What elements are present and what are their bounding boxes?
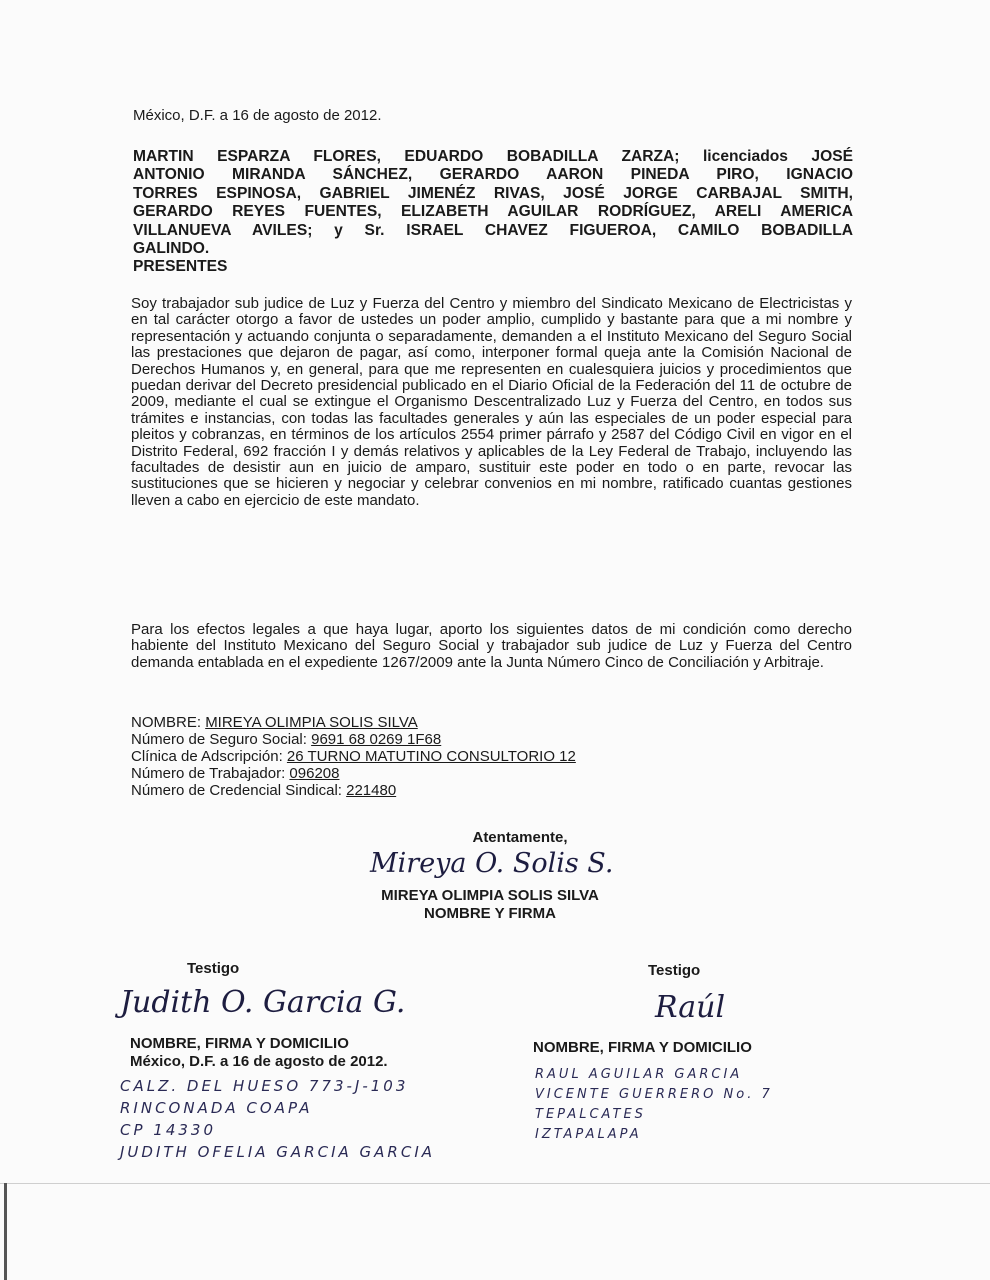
witness-left-signature: Judith O. Garcia G. — [120, 985, 406, 1020]
addressee-line: GALINDO. — [133, 240, 210, 258]
addressees — [133, 148, 853, 277]
addressee-line: GERARDO REYES FUENTES, ELIZABETH AGUILAR RODRÍGUEZ, ARELI AMERICA — [133, 203, 853, 221]
addressee-line: TORRES ESPINOSA, GABRIEL JIMENÉZ RIVAS, JOSÉ JORGE CARBAJAL SMITH, — [133, 184, 853, 202]
personal-data — [131, 714, 576, 799]
scan-edge-shadow — [4, 1183, 7, 1280]
field-name: NOMBRE: MIREYA OLIMPIA SOLIS SILVA — [131, 714, 418, 731]
body-paragraph-2: Para los efectos legales a que haya lugar, aporto los siguientes datos de mi condición como derecho habiente del Instituto Mexicano del Seguro Social y trabajador sub judice de Luz y Fuerza del Centro demanda entablada en el expediente 1267/2009 ante la Junta Número Cinco de Conciliación y Arbitraje. — [131, 621, 852, 671]
witness-left-title: Testigo — [187, 960, 240, 977]
field-social-security: Número de Seguro Social: 9691 68 0269 1F68 — [131, 731, 442, 748]
addressee-line: ANTONIO MIRANDA SÁNCHEZ, GERARDO AARON PINEDA PIRO, IGNACIO — [133, 166, 853, 184]
signer-name: MIREYA OLIMPIA SOLIS SILVA — [381, 887, 599, 904]
closing: Atentamente, — [472, 829, 568, 846]
body-paragraph-1: Soy trabajador sub judice de Luz y Fuerza del Centro y miembro del Sindicato Mexicano de Electricistas y en tal carácter otorgo a favor de ustedes un poder amplio, cumplido y bastante para que a mi nombre y representación y actuando conjunta o separadamente, demanden a el Instituto Mexicano del Seguro Social las prestaciones que dejaron de pagar, así como, interponer formal queja ante la Comisión Nacional de Derechos Humanos y, en general, para que me representen en cualesquiera juicios y procedimientos que puedan derivar del Decreto presidencial publicado en el Diario Oficial de la Federación del 11 de octubre de 2009, mediante el cual se extingue el Organismo Descentralizado Luz y Fuerza del Centro, en todos sus trámites e instancias, con todas las facultades generales y aún las especiales de un poder especial para pleitos y cobranzas, en términos de los artículos 2554 primer párrafo y 2587 del Código Civil en vigor en el Distrito Federal, 692 fracción I y demás relativos y aplicables de la Ley Federal de Trabajo, incluyendo las facultades de desistir aun en juicio de amparo, sustituir este poder en todo o en parte, revocar las sustituciones que se hicieren y negociar y celebrar convenios en mi nombre, ratificado cuantas gestiones lleven a cabo en ejercicio de este mandato. — [131, 295, 852, 509]
addressee-line: MARTIN ESPARZA FLORES, EDUARDO BOBADILLA ZARZA; licenciados JOSÉ — [133, 148, 853, 165]
witness-right-signature: Raúl — [655, 990, 726, 1025]
field-worker-number: Número de Trabajador: 096208 — [131, 765, 340, 782]
witness-right-address: RAUL AGUILAR GARCIA VICENTE GUERRERO No. 7 TEPALCATES IZTAPALAPA — [535, 1067, 773, 1142]
witness-right-caption: NOMBRE, FIRMA Y DOMICILIO — [533, 1039, 752, 1056]
signer-signature: Mireya O. Solis S. — [370, 848, 614, 879]
witness-left-address: CALZ. DEL HUESO 773-J-103 RINCONADA COAPA CP 14330 JUDITH OFELIA GARCIA GARCIA — [120, 1077, 436, 1161]
addressee-line: VILLANUEVA AVILES; y Sr. ISRAEL CHAVEZ FIGUEROA, CAMILO BOBADILLA — [133, 221, 853, 239]
signer-caption: NOMBRE Y FIRMA — [424, 905, 556, 922]
salutation: PRESENTES — [133, 258, 228, 276]
witness-right-title: Testigo — [648, 962, 701, 979]
witness-left-date: México, D.F. a 16 de agosto de 2012. — [130, 1053, 388, 1070]
field-union-credential: Número de Credencial Sindical: 221480 — [131, 782, 397, 799]
date-line: México, D.F. a 16 de agosto de 2012. — [133, 107, 382, 124]
witness-left-caption: NOMBRE, FIRMA Y DOMICILIO — [130, 1035, 349, 1052]
field-clinic: Clínica de Adscripción: 26 TURNO MATUTINO CONSULTORIO 12 — [131, 748, 576, 765]
scan-edge — [0, 1183, 990, 1184]
